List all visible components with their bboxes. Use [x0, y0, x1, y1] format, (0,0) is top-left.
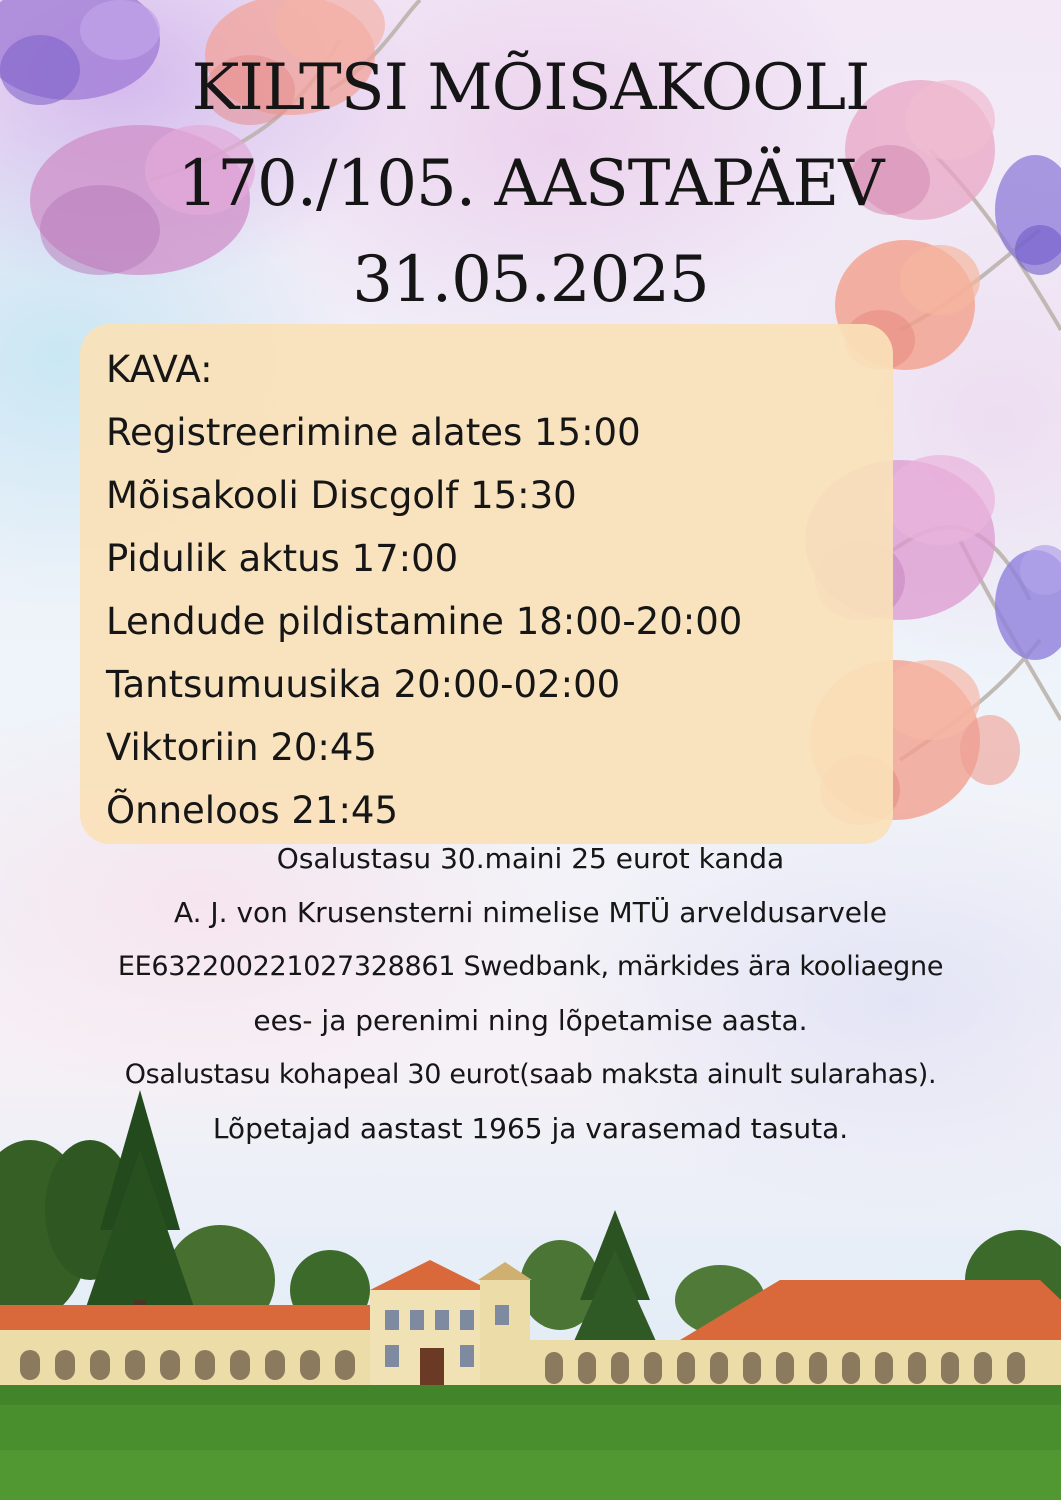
poster-title: [0, 40, 1061, 328]
info-line-bank-account: EE632200221027328861 Swedbank, märkides ära kooliaegne: [117, 951, 944, 982]
info-line: Osalustasu 30.maini 25 eurot kanda: [276, 842, 785, 875]
schedule-box: [80, 324, 893, 844]
schedule-item: Viktoriin 20:45: [106, 726, 377, 769]
schedule-item: Pidulik aktus 17:00: [106, 537, 459, 580]
manor-left-wing: [0, 1305, 370, 1385]
schedule-item: Tantsumuusika 20:00-02:00: [106, 663, 621, 706]
manor-main-house: [370, 1260, 532, 1390]
schedule-item: Registreerimine alates 15:00: [106, 411, 641, 454]
title-line-anniversary: 170./105. AASTAPÄEV: [177, 147, 884, 221]
title-line-date: 31.05.2025: [352, 243, 709, 317]
schedule-item: Lendude pildistamine 18:00-20:00: [106, 600, 743, 643]
schedule-heading: KAVA:: [106, 348, 213, 391]
title-line-school: KILTSI MÕISAKOOLI: [191, 51, 870, 125]
info-line: Osalustasu kohapeal 30 eurot(saab maksta ainult sularahas).: [124, 1059, 937, 1090]
info-line: Lõpetajad aastast 1965 ja varasemad tasuta.: [212, 1112, 849, 1145]
info-line: A. J. von Krusensterni nimelise MTÜ arveldusarvele: [173, 896, 888, 929]
schedule-item: Mõisakooli Discgolf 15:30: [106, 474, 577, 517]
manor-landscape-photo: [0, 1090, 1061, 1500]
schedule-item: Õnneloos 21:45: [106, 789, 399, 832]
info-line: ees- ja perenimi ning lõpetamise aasta.: [253, 1004, 808, 1037]
